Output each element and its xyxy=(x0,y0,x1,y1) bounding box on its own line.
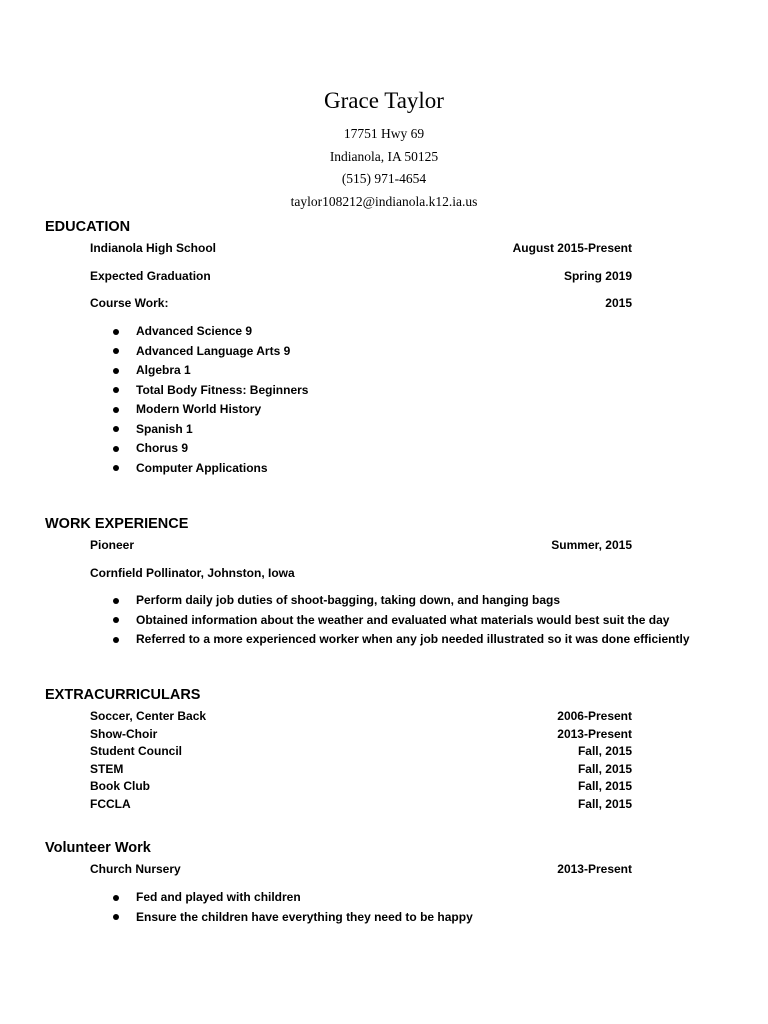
list-item: Perform daily job duties of shoot-bagging, taking down, and hanging bags xyxy=(90,591,690,611)
volunteer-heading: Volunteer Work xyxy=(45,840,151,856)
list-item: Referred to a more experienced worker when any job needed illustrated so it was done efficiently xyxy=(90,630,690,650)
list-item: Total Body Fitness: Beginners xyxy=(90,381,308,401)
address-line-1: 17751 Hwy 69 xyxy=(343,126,425,141)
activity-name: FCCLA xyxy=(90,796,131,811)
activity-dates: Fall, 2015 xyxy=(577,796,632,811)
phone-number: (515) 971-4654 xyxy=(341,171,427,186)
education-row xyxy=(90,268,632,284)
work-role: Cornfield Pollinator, Johnston, Iowa xyxy=(90,566,295,580)
bullet-icon xyxy=(113,914,119,920)
list-item: Ensure the children have everything they need to be happy xyxy=(90,908,473,928)
activity-name: STEM xyxy=(90,761,124,776)
activity-name: Student Council xyxy=(90,744,182,758)
education-row xyxy=(90,295,632,311)
extracurricular-row xyxy=(90,778,632,794)
list-item: Chorus 9 xyxy=(90,439,308,459)
extracurriculars-heading: EXTRACURRICULARS xyxy=(45,687,201,703)
bullet-icon xyxy=(113,407,119,413)
activity-name: Show-Choir xyxy=(90,726,158,741)
list-item: Advanced Language Arts 9 xyxy=(90,342,308,362)
bullet-icon xyxy=(113,465,119,471)
education-heading: EDUCATION xyxy=(45,219,131,235)
education-row-date: August 2015-Present xyxy=(512,241,632,255)
extracurricular-row xyxy=(90,761,632,777)
bullet-icon xyxy=(113,617,119,623)
resume-name: Grace Taylor xyxy=(324,88,444,113)
volunteer-row xyxy=(90,861,632,877)
activity-name: Book Club xyxy=(90,779,150,793)
activity-dates: Fall, 2015 xyxy=(577,761,632,776)
bullet-icon xyxy=(113,446,119,452)
education-row-label: Expected Graduation xyxy=(90,269,211,283)
activity-name: Soccer, Center Back xyxy=(90,709,207,723)
activity-dates: Fall, 2015 xyxy=(577,779,632,793)
education-row-date: 2015 xyxy=(605,296,632,310)
education-row-label: Indianola High School xyxy=(90,241,216,255)
address-line-2: Indianola, IA 50125 xyxy=(329,149,439,164)
email-address: taylor108212@indianola.k12.ia.us xyxy=(290,194,478,209)
work-heading: WORK EXPERIENCE xyxy=(45,516,189,532)
list-item: Fed and played with children xyxy=(90,888,473,908)
bullet-icon xyxy=(113,426,119,432)
bullet-icon xyxy=(113,348,119,354)
list-item: Spanish 1 xyxy=(90,420,308,440)
employer-name: Pioneer xyxy=(90,538,135,552)
bullet-icon xyxy=(113,895,119,901)
extracurricular-row xyxy=(90,743,632,759)
list-item: Advanced Science 9 xyxy=(90,322,308,342)
bullet-icon xyxy=(113,368,119,374)
list-item: Obtained information about the weather and evaluated what materials would best suit the day xyxy=(90,611,690,631)
education-row-label: Course Work: xyxy=(90,296,169,310)
activity-dates: 2013-Present xyxy=(557,726,632,741)
list-item: Algebra 1 xyxy=(90,361,308,381)
education-row-date: Spring 2019 xyxy=(563,269,632,283)
bullet-icon xyxy=(113,598,119,604)
education-row xyxy=(90,240,632,256)
bullet-icon xyxy=(113,329,119,335)
bullet-icon xyxy=(113,387,119,393)
list-item: Modern World History xyxy=(90,400,308,420)
bullet-icon xyxy=(113,637,119,643)
activity-dates: Fall, 2015 xyxy=(577,744,632,758)
work-row xyxy=(90,537,632,553)
work-dates: Summer, 2015 xyxy=(551,538,632,552)
extracurricular-row xyxy=(90,726,632,742)
work-duties-list xyxy=(90,591,690,650)
volunteer-duties-list xyxy=(90,888,473,927)
extracurricular-row xyxy=(90,796,632,812)
volunteer-org: Church Nursery xyxy=(90,862,181,876)
extracurricular-row xyxy=(90,708,632,724)
list-item: Computer Applications xyxy=(90,459,308,479)
volunteer-dates: 2013-Present xyxy=(557,862,632,876)
course-list xyxy=(90,322,308,478)
activity-dates: 2006-Present xyxy=(557,709,632,723)
